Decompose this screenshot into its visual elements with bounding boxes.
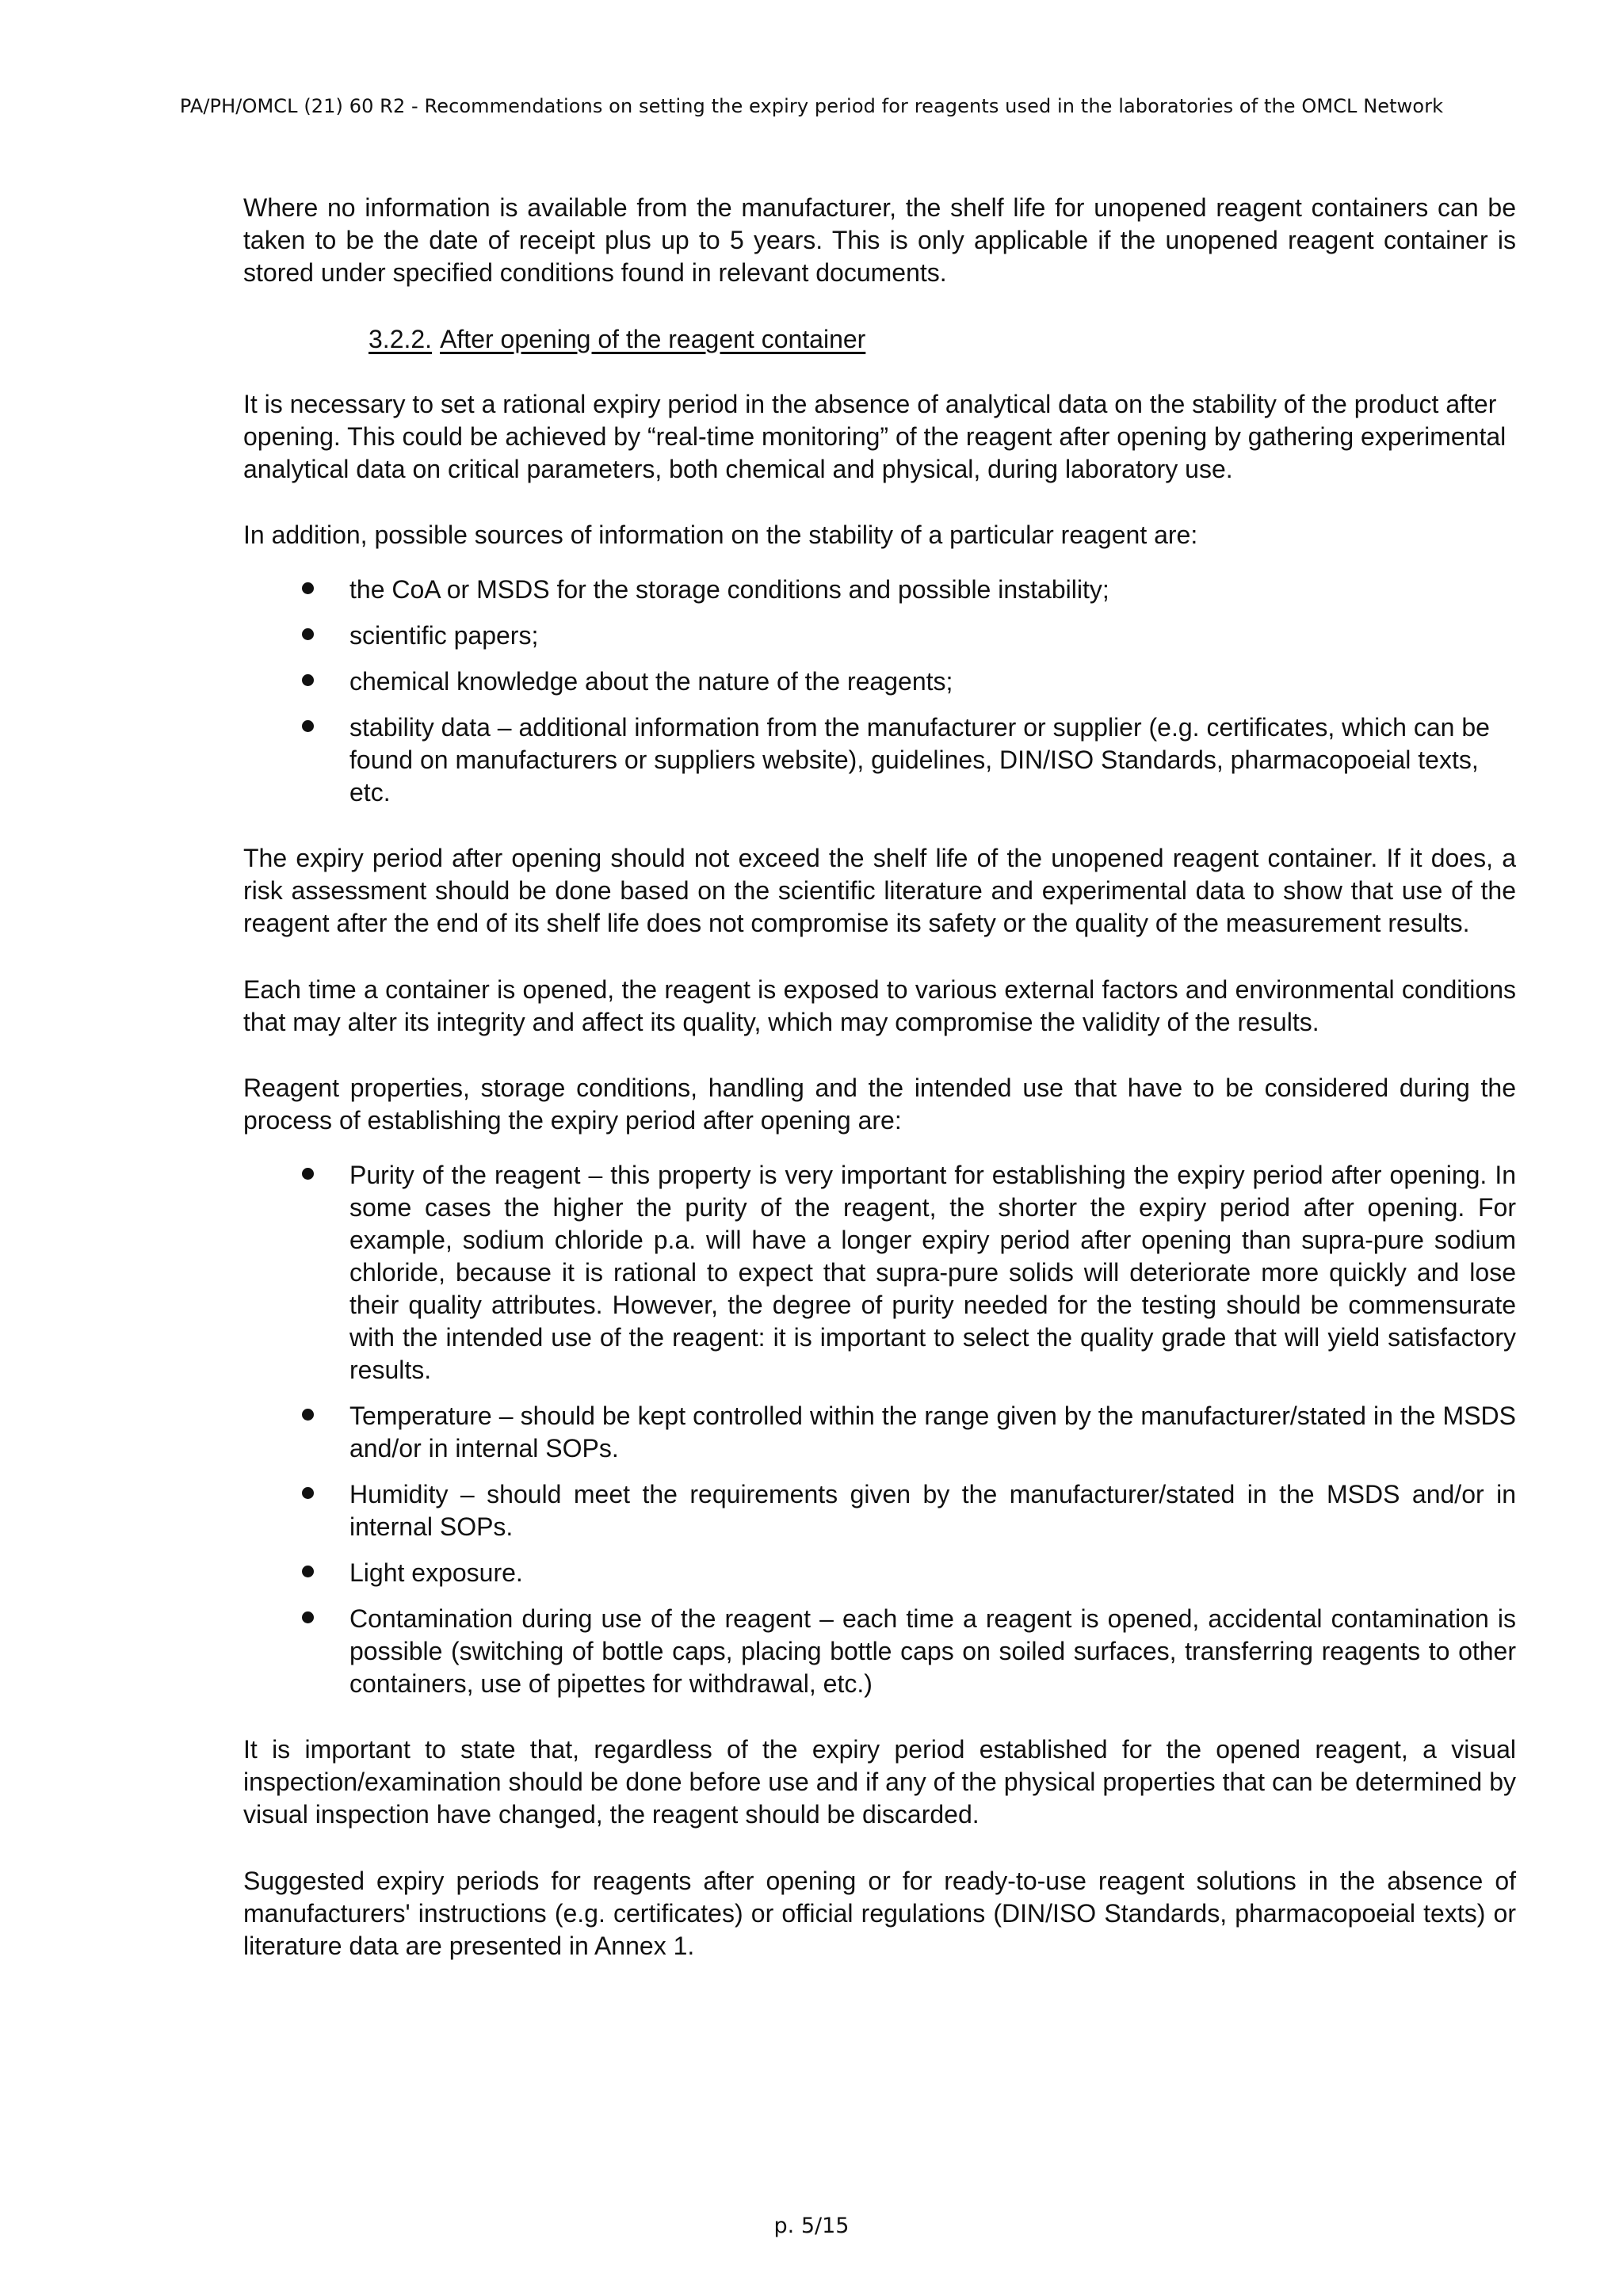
page-header: PA/PH/OMCL (21) 60 R2 - Recommendations on setting the expiry period for reagents used in the laboratories of the OMCL Network	[179, 95, 1444, 117]
paragraph-rational-expiry: It is necessary to set a rational expiry period in the absence of analytical data on the stability of the product after opening. This could be achieved by “real-time monitoring” of the reagent after opening by gathering experimental analytical data on critical parameters, both chemical and physical, during laboratory use.	[243, 390, 1507, 483]
paragraph-reagent-properties: Reagent properties, storage conditions, handling and the intended use that have to be considered during the process of establishing the expiry period after opening are:	[243, 1074, 1516, 1135]
list-item: Humidity – should meet the requirements given by the manufacturer/stated in the MSDS and/or in internal SOPs.	[243, 1478, 1516, 1543]
bullet-icon	[302, 1487, 314, 1499]
bullet-icon	[302, 1409, 314, 1421]
paragraph-container-opening: Each time a container is opened, the reagent is exposed to various external factors and environmental conditions that may alter its integrity and affect its quality, which may compromise the validity of the results.	[243, 975, 1516, 1036]
bullet-icon	[302, 1611, 314, 1623]
bullet-icon	[302, 1168, 314, 1180]
section-heading	[369, 323, 1516, 356]
paragraph-visual-inspection: It is important to state that, regardless of the expiry period established for the opened reagent, a visual inspection/examination should be done before use and if any of the physical properties that can be determined by visual inspection have changed, the reagent should be discarded.	[243, 1735, 1516, 1829]
section-number: 3.2.2.	[369, 325, 433, 353]
information-sources-list	[243, 574, 1516, 809]
list-item: stability data – additional information from the manufacturer or supplier (e.g. certificates, which can be found on manufacturers or suppliers website), guidelines, DIN/ISO Standards, pharmacopoeial texts, etc.	[243, 711, 1516, 809]
list-item: Contamination during use of the reagent – each time a reagent is opened, accidental contamination is possible (switching of bottle caps, placing bottle caps on soiled surfaces, transferring reagents to other containers, use of pipettes for withdrawal, etc.)	[243, 1603, 1516, 1700]
bullet-icon	[302, 1566, 314, 1577]
bullet-icon	[302, 720, 314, 732]
paragraph-annex-reference: Suggested expiry periods for reagents after opening or for ready-to-use reagent solutions in the absence of manufacturers' instructions (e.g. certificates) or official regulations (DIN/ISO Standards, pharmacopoeial texts) or literature data are presented in Annex 1.	[243, 1867, 1516, 1960]
bullet-icon	[302, 674, 314, 686]
list-item: Light exposure.	[243, 1557, 1516, 1589]
page-content	[243, 192, 1516, 1962]
page-number: p. 5/15	[773, 2214, 850, 2238]
paragraph-shelf-life-unopened: Where no information is available from the manufacturer, the shelf life for unopened reagent containers can be taken to be the date of receipt plus up to 5 years. This is only applicable if the unopened reagent container is stored under specified conditions found in relevant documents.	[243, 193, 1516, 287]
reagent-properties-list	[243, 1159, 1516, 1700]
list-item: Temperature – should be kept controlled within the range given by the manufacturer/stated in the MSDS and/or in internal SOPs.	[243, 1400, 1516, 1465]
paragraph-shelf-life-limit: The expiry period after opening should not exceed the shelf life of the unopened reagent container. If it does, a risk assessment should be done based on the scientific literature and experimental data to show that use of the reagent after the end of its shelf life does not compromise its safety or the quality of the measurement results.	[243, 844, 1516, 937]
list-item: scientific papers;	[243, 620, 1516, 652]
section-title: After opening of the reagent container	[440, 325, 866, 353]
bullet-icon	[302, 628, 314, 640]
list-item: the CoA or MSDS for the storage conditions and possible instability;	[243, 574, 1516, 606]
list-item: Purity of the reagent – this property is very important for establishing the expiry period after opening. In some cases the higher the purity of the reagent, the shorter the expiry period after opening. For example, sodium chloride p.a. will have a longer expiry period after opening than supra-pure sodium chloride, because it is rational to expect that supra-pure solids will deteriorate more quickly and lose their quality attributes. However, the degree of purity needed for the testing should be commensurate with the intended use of the reagent: it is important to select the quality grade that will yield satisfactory results.	[243, 1159, 1516, 1386]
paragraph-information-sources: In addition, possible sources of information on the stability of a particular reagent are:	[243, 521, 1198, 549]
bullet-icon	[302, 582, 314, 594]
list-item: chemical knowledge about the nature of the reagents;	[243, 666, 1516, 698]
